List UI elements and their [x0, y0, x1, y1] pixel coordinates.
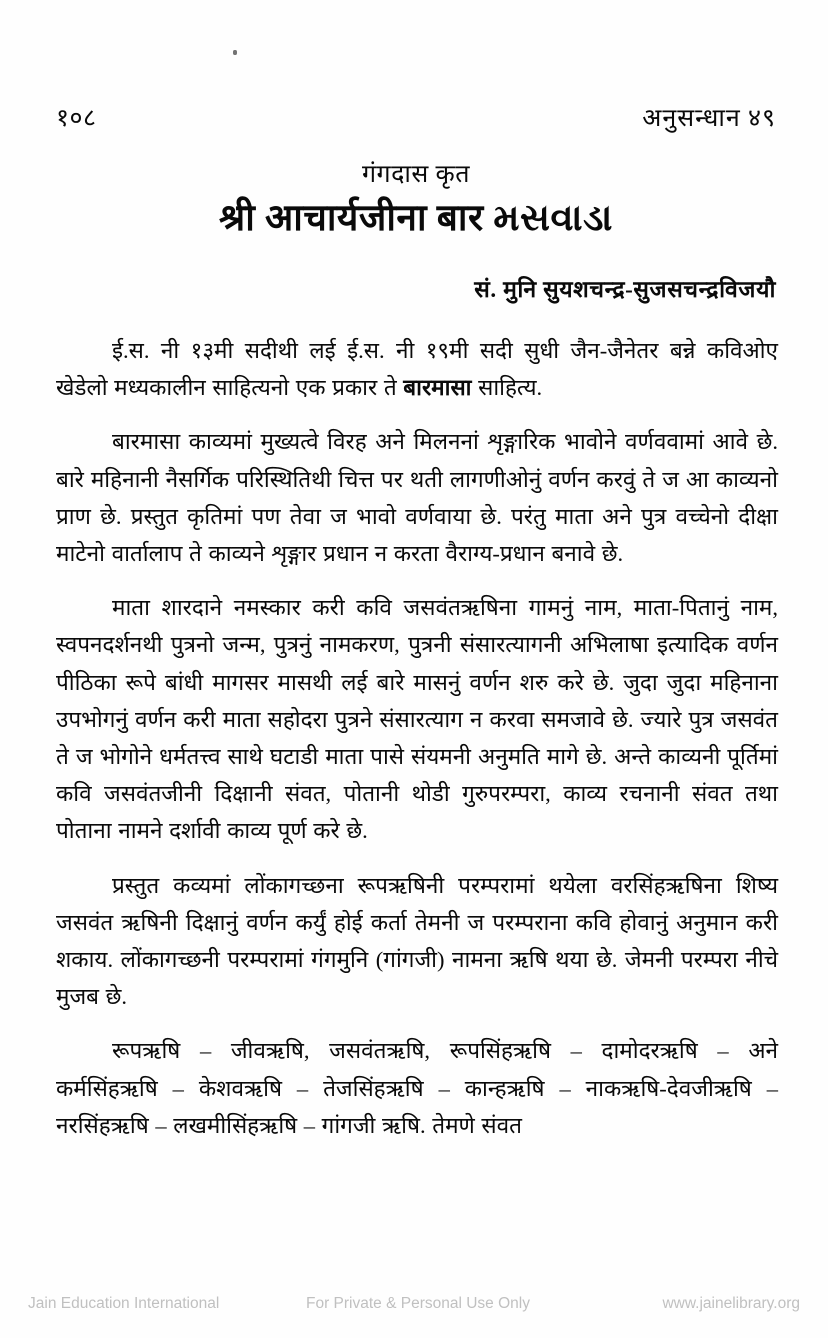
paragraph: माता शारदाने नमस्कार करी कवि जसवंतऋषिना गामनुं नाम, माता-पितानुं नाम, स्वपनदर्शनथी पुत्रनो जन्म, पुत्रनुं नामकरण, पुत्रनी संसारत्यागनी अभिलाषा इत्यादिक वर्णन पीठिका रूपे बांधी मागसर मासथी लई बारे मासनुं वर्णन शरु करे छे. जुदा जुदा महिनाना उपभोगनुं वर्णन करी माता सहोदरा पुत्रने संसारत्याग न करवा समजावे छे. ज्यारे पुत्र जसवंत ते ज भोगोने धर्मतत्त्व साथे घटाडी माता पासे संयमनी अनुमति मागे छे. अन्ते काव्यनी पूर्तिमां कवि जसवंतजीनी दिक्षानी संवत, पोतानी थोडी गुरुपरम्परा, काव्य रचनानी संवत तथा पोताना नामने दर्शावी काव्य पूर्ण करे छे.	[56, 595, 778, 844]
paragraph: रूपऋषि – जीवऋषि, जसवंतऋषि, रूपसिंहऋषि – दामोदरऋषि – अने कर्मसिंहऋषि – केशवऋषि – तेजसिंहऋषि – कान्हऋषि – नाकऋषि-देवजीऋषि – नरसिंहऋषि – लखमीसिंहऋषि – गांगजी ऋषि. तेमणे संवत	[56, 1038, 778, 1138]
paragraph: ई.स. नी १३मी सदीथी लई ई.स. नी १९मी सदी सुधी जैन-जैनेतर बन्ने कविओए खेडेलो मध्यकालीन साहित्यनो एक प्रकार ते बारमासा साहित्य.	[56, 338, 778, 401]
author-credit-line: गंगदास कृत	[361, 161, 470, 188]
running-head	[56, 100, 776, 134]
journal-name-and-issue: अनुसन्धान ४९	[642, 105, 776, 132]
page-folio-number: १०८	[56, 105, 97, 132]
digitization-footer	[0, 1295, 828, 1325]
footer-website[interactable]: www.jainelibrary.org	[662, 1295, 800, 1312]
editor-credit: सं. मुनि सुयशचन्द्र-सुजसचन्द्रविजयौ	[474, 277, 776, 302]
title-block	[56, 160, 776, 242]
paragraph: बारमासा काव्यमां मुख्यत्वे विरह अने मिलननां शृङ्गारिक भावोने वर्णववामां आवे छे. बारे महिनानी नैसर्गिक परिस्थितिथी चित्त पर थती लागणीओनुं वर्णन करवुं ते ज आ काव्यनो प्राण छे. प्रस्तुत कृतिमां पण तेवा ज भावो वर्णवाया छे. परंतु माता अने पुत्र वच्चेनो दीक्षा माटेनो वार्तालाप ते काव्यने शृङ्गार प्रधान न करता वैराग्य-प्रधान बनावे छे.	[56, 429, 778, 567]
page-title: श्री आचार्यजीना बार મસવાડા	[219, 198, 613, 239]
scan-artifact-speck	[233, 50, 237, 55]
footer-organization: Jain Education International	[28, 1295, 220, 1312]
body-text	[56, 332, 778, 1161]
footer-usage-notice: For Private & Personal Use Only	[306, 1295, 530, 1312]
paragraph: प्रस्तुत कव्यमां लोंकागच्छना रूपऋषिनी परम्परामां थयेला वरसिंहऋषिना शिष्य जसवंत ऋषिनी दिक्षानुं वर्णन कर्युं होई कर्ता तेमनी ज परम्पराना कवि होवानुं अनुमान करी शकाय. लोंकागच्छनी परम्परामां गंगमुनि (गांगजी) नामना ऋषि थया छे. जेमनी परम्परा नीचे मुजब छे.	[56, 872, 778, 1010]
